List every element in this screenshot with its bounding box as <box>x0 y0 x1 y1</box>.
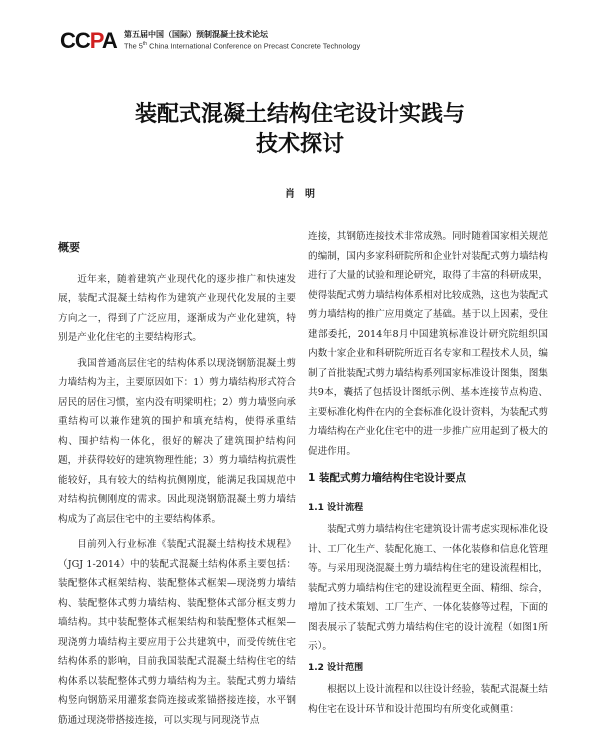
title-line-2: 技术探讨 <box>255 132 344 157</box>
paragraph: 目前列入行业标准《装配式混凝土结构技术规程》（JGJ 1-2014）中的装配式混凝土结构体系主要包括：装配整体式框架结构、装配整体式框架—现浇剪力墙结构、装配整体式剪力墙结构、装配整体式部分框支剪力墙结构。其中装配整体式框架结构和装配整体式框架—现浇剪力墙结构主要应用于公共建筑中，而受传统住宅结构体系的影响，目前我国装配式混凝土结构住宅的结构体系以装配整体式剪力墙结构为主。装配式剪力墙结构竖向钢筋采用灌浆套筒连接或浆锚搭接连接，水平钢筋通过现浇带搭接连接，可以实现与同现浇节点 <box>58 539 296 726</box>
paper-title <box>0 100 600 160</box>
ccpa-logo: CCPA <box>60 28 117 53</box>
paragraph: 连接，其钢筋连接技术非常成熟。同时随着国家相关规范的编制，国内多家科研院所和企业针对装配式剪力墙结构进行了大量的试验和理论研究，取得了丰富的科研成果，使得装配式剪力墙结构体系相对比较成熟，这也为装配式剪力墙结构的推广应用奠定了基础。基于以上因素，受住建部委托，2014年8月中国建筑标准设计研究院组织国内数十家企业和科研院所近百名专家和工程技术人员，编制了首批装配式剪力墙结构系列国家标准设计图集，图集共9本，囊括了包括设计图纸示例、基本连接节点构造、主要标准化构件在内的全套标准化设计资料，为装配式剪力墙结构在产业化住宅中的进一步推广应用起到了极大的促进作用。 <box>308 231 548 457</box>
author: 肖 明 <box>285 189 315 200</box>
left-column <box>58 230 296 730</box>
conference-header <box>60 26 540 54</box>
paragraph: 我国普通高层住宅的结构体系以现浇钢筋混凝土剪力墙结构为主，主要原因如下：1）剪力墙结构形式符合居民的居住习惯，室内没有明梁明柱；2）剪力墙竖向承重结构可以兼作建筑的围护和填充结构，使得承重结构、围护结构一体化，很好的解决了建筑围护结构问题，并获得较好的建筑物理性能；3）剪力墙结构抗震性能较好，具有较大的结构抗侧刚度，能满足我国规范中对结构抗侧刚度的需求。因此现浇钢筋混凝土剪力墙结构成为了高层住宅中的主要结构体系。 <box>58 357 296 525</box>
title-line-1: 装配式混凝土结构住宅设计实践与 <box>134 102 465 127</box>
section-heading: 1 装配式剪力墙结构住宅设计要点 <box>308 472 466 484</box>
subsection-heading: 1.1 设计流程 <box>308 502 364 513</box>
right-column <box>308 227 548 719</box>
subsection-heading: 1.2 设计范围 <box>308 662 364 673</box>
abstract-heading: 概要 <box>58 241 80 254</box>
conference-name-en: The 5th China International Conference on Precast Concrete Technology <box>124 41 361 51</box>
paragraph: 根据以上设计流程和以往设计经验，装配式混凝土结构住宅在设计环节和设计范围均有所变化或侧重： <box>308 684 548 715</box>
paragraph: 近年来，随着建筑产业现代化的逐步推广和快速发展，装配式混凝土结构作为建筑产业现代化发展的主要方向之一，得到了广泛应用，逐渐成为产业化建筑，特别是产业化住宅的主要结构形式。 <box>58 273 296 343</box>
conference-name-cn: 第五届中国（国际）预制混凝土技术论坛 <box>124 30 268 39</box>
paragraph: 装配式剪力墙结构住宅建筑设计需考虑实现标准化设计、工厂化生产、装配化施工、一体化装修和信息化管理等。与采用现浇混凝土剪力墙结构住宅的建设流程相比，装配式剪力墙结构住宅的建设流程更全面、精细、综合，增加了技术策划、工厂生产、一体化装修等过程，下面的图表展示了装配式剪力墙结构住宅的设计流程（如图1所示）。 <box>308 524 548 652</box>
